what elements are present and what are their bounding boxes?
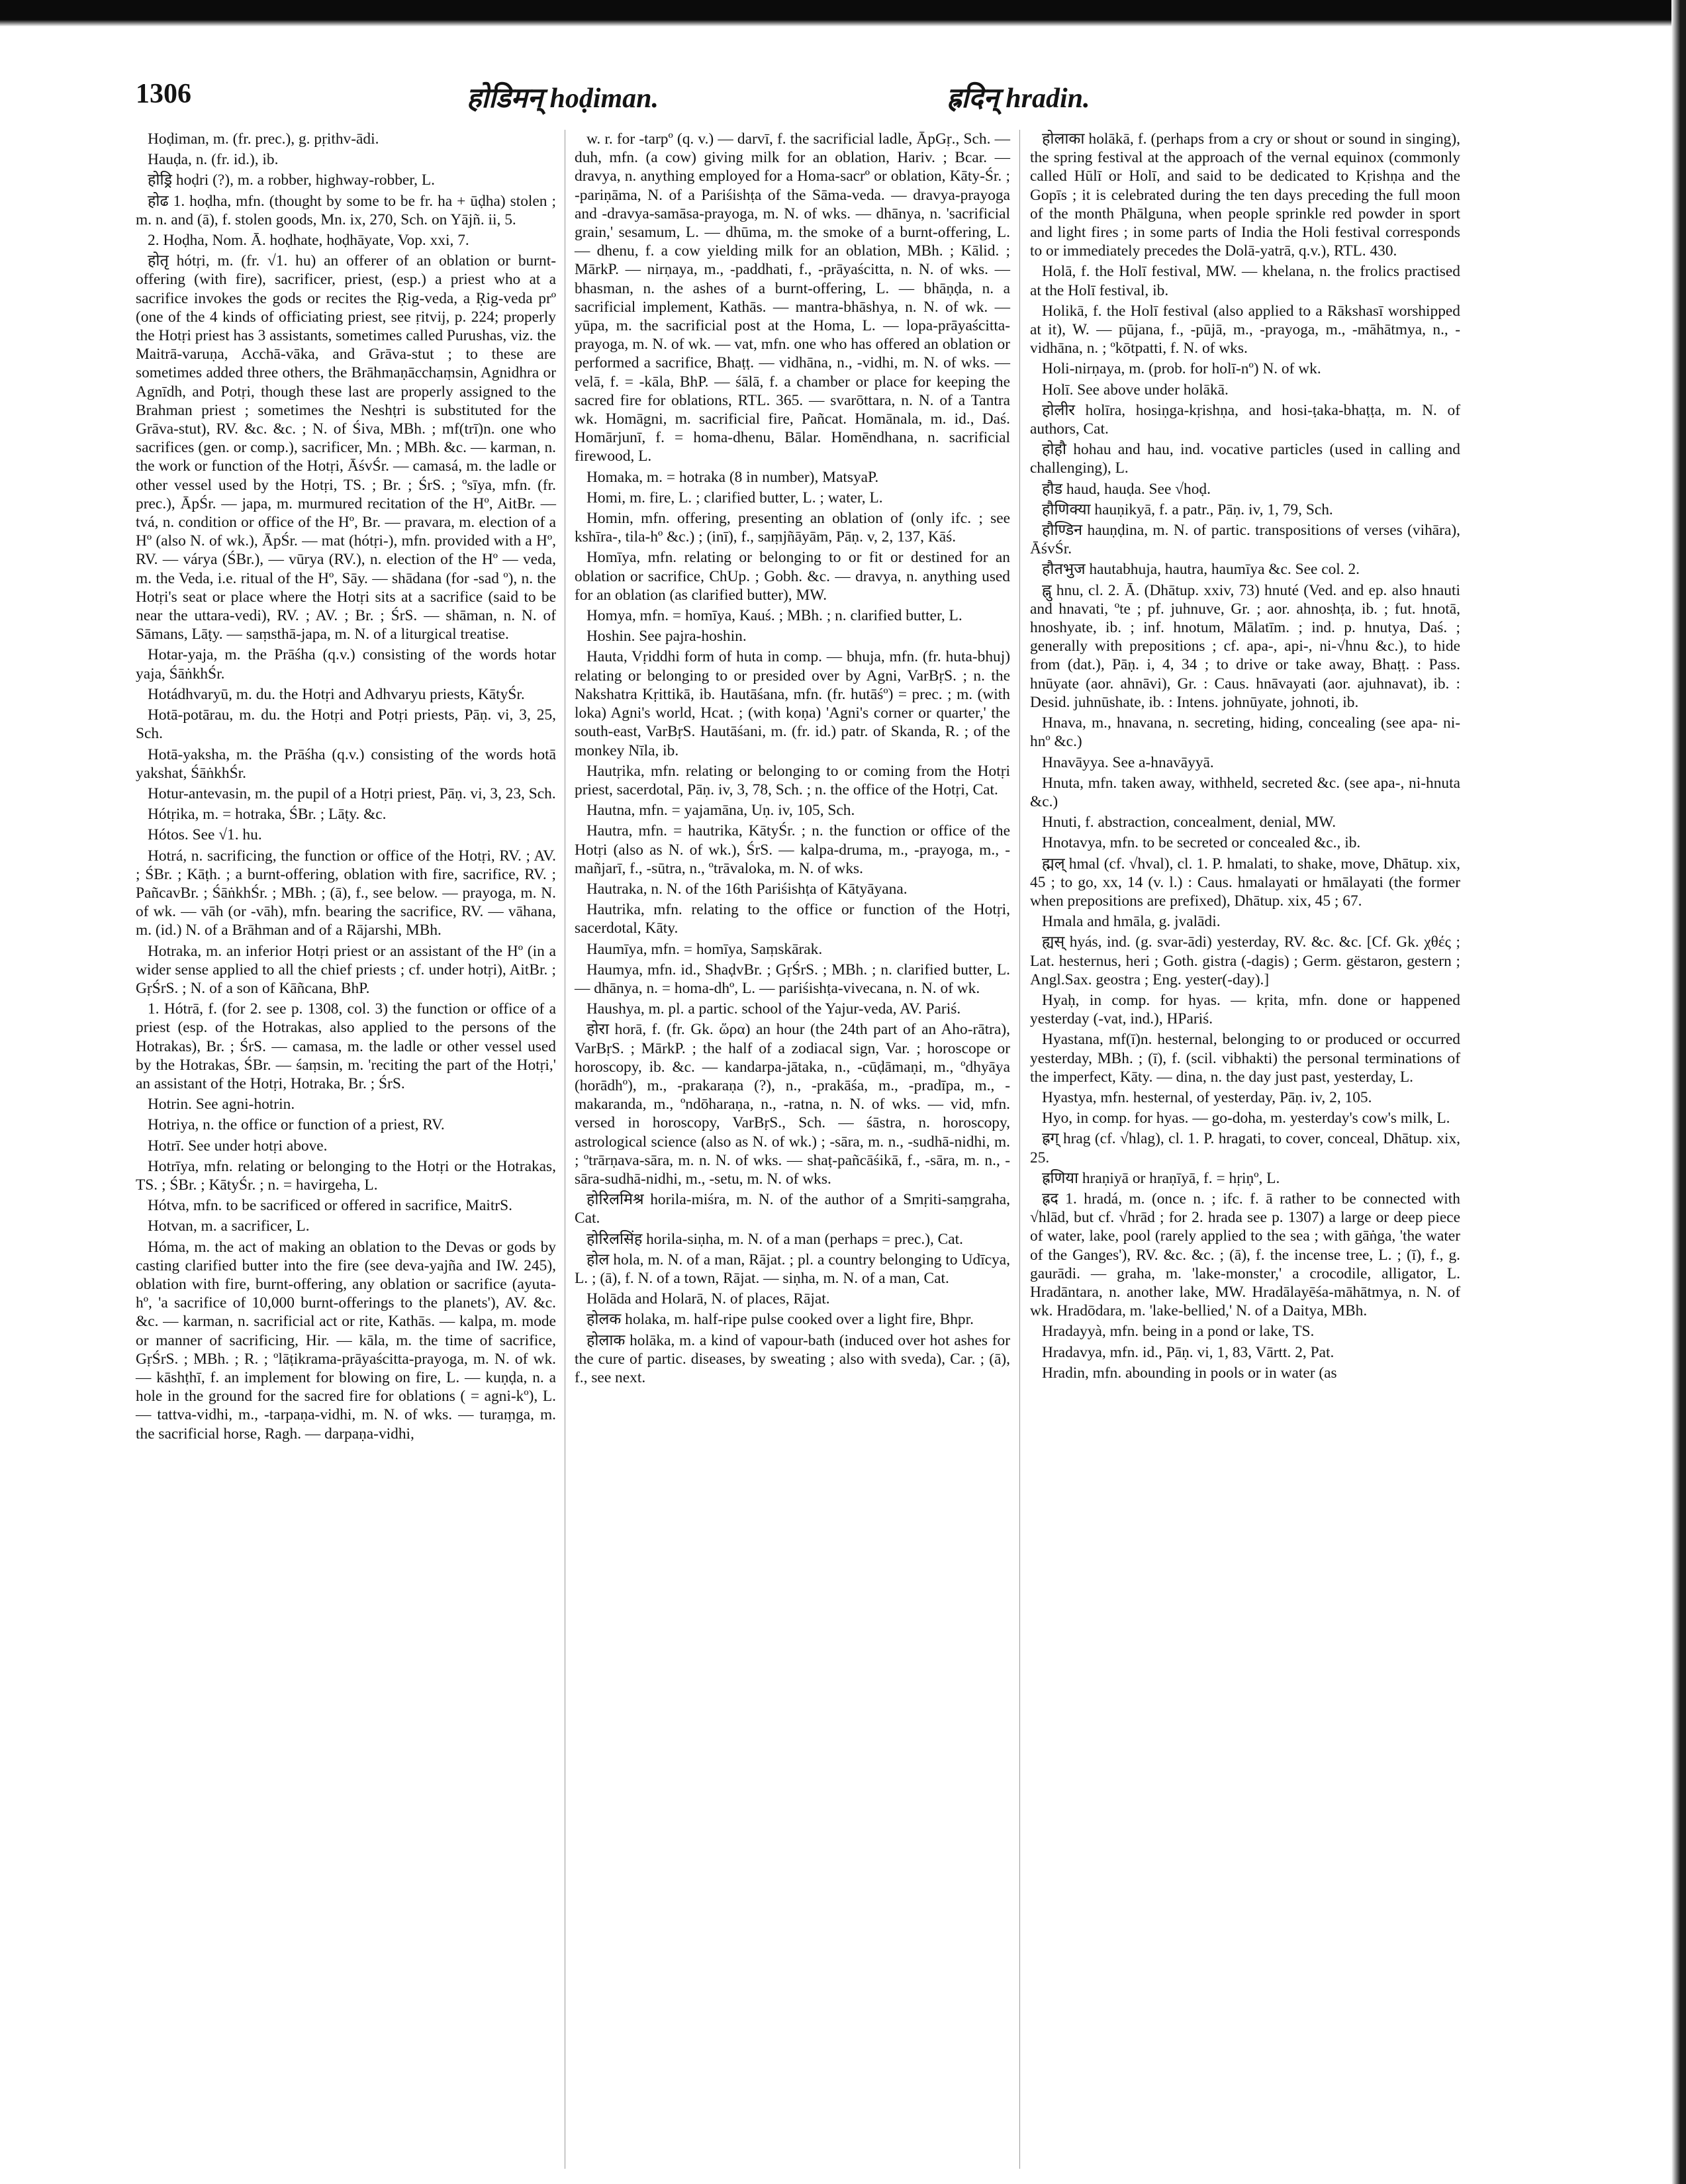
dictionary-entry: Homya, mfn. = homīya, Kauś. ; MBh. ; n. clarified butter, L. <box>586 607 962 625</box>
dictionary-entry: ह्नु hnu, cl. 2. Ā. (Dhātup. xxiv, 73) hnuté (Ved. and ep. also hnauti and hnavati, ºte ; pf. juhnuve, Gr. ; aor. ahnoshṭa, ib. ; fut. hnotā, hnoshyate, ib. ; inf. hnotum, Mālatīm. ; ind. p. hnutya, Daś. ; generally with prepositions ; cf. apa-, api-, ni-√hnu &c.), to hide from (dat.), Pāṇ. i, 4, 34 ; to drive or take away, Bhaṭṭ. : Pass. hnūyate (aor. ahnāvi), Gr. : Caus. hnāvayati (aor. ajuhnavat), ib. : Desid. juhnūshate, ib. : Intens. johnūyate, johnoti, ib. <box>1030 581 1460 711</box>
dictionary-entry: Hnuti, f. abstraction, concealment, denial, MW. <box>1042 814 1336 831</box>
dictionary-entry: Hnavāyya. See a-hnavāyyā. <box>1042 753 1214 771</box>
dictionary-entry: Holī. See above under holākā. <box>1042 381 1229 399</box>
dictionary-entry: Hyo, in comp. for hyas. — go-doha, m. yesterday's cow's milk, L. <box>1042 1110 1450 1127</box>
dictionary-entry: ह्रणिया hraṇiyā or hraṇīyā, f. = hṛiṇº, L. <box>1042 1169 1280 1187</box>
dictionary-entry: Hótṛika, m. = hotraka, ŚBr. ; Lāṭy. &c. <box>148 806 387 824</box>
dictionary-entry: Hyastana, mf(ī)n. hesternal, belonging to or produced or occurred yesterday, MBh. ; (ī), f. (scil. vibhakti) the personal terminations of the imperfect, Kāty. — dina, n. the day just past, yesterday, L. <box>1030 1031 1460 1086</box>
dictionary-entry: Hauta, Vṛiddhi form of huta in comp. — bhuja, mfn. (fr. huta-bhuj) relating or belonging to or presided over by Agni, VarBṛS. ; n. the Nakshatra Kṛittikā, ib. Hautāśana, mfn. (fr. hutāśº) = prec. ; m. (with loka) Agni's world, Hcat. ; (with koṇa) 'Agni's corner or quarter,' the south-east, VarBṛS. Hautāśani, m. (fr. id.) patr. of Skanda, R. ; of the monkey Nīla, ib. <box>575 648 1010 759</box>
dictionary-entry: ह्रग् hrag (cf. √hlag), cl. 1. P. hragati, to cover, conceal, Dhātup. xix, 25. <box>1030 1130 1460 1166</box>
dictionary-entry: Hóma, m. the act of making an oblation to the Devas or gods by casting clarified butter into the fire (see deva-yajña and IW. 245), oblation with fire, burnt-offering, any oblation or sacrifice (ayuta-hº, 'a sacrifice of 10,000 burnt-offerings to the planets'), AV. &c. &c. — karman, n. sacrificial act or rite, Kathās. — kalpa, m. mode or manner of sacrificing, Hir. — kāla, m. the time of sacrifice, GṛŚrS. ; MBh. ; R. ; ºlāṭikrama-prāyaścitta-prayoga, m. N. of wk. — kāshṭhī, f. an implement for blowing on fire, L. — kuṇḍa, n. a hole in the ground for the sacred fire for oblations ( = agni-kº), L. — tattva-vidhi, m., -tarpaṇa-vidhi, m. N. of wks. — turaṃga, m. the sacrificial horse, Ragh. — darpaṇa-vidhi, <box>136 1238 556 1443</box>
column-right <box>1030 130 1460 1384</box>
dictionary-entry: Holā, f. the Holī festival, MW. — khelana, n. the frolics practised at the Holī festival, ib. <box>1030 263 1460 299</box>
dictionary-entry: Hautna, mfn. = yajamāna, Uṇ. iv, 105, Sch. <box>586 802 855 820</box>
dictionary-entry: Hmala and hmāla, g. jvalādi. <box>1042 913 1221 931</box>
dictionary-entry: हौणिक्या hauṇikyā, f. a patr., Pāṇ. iv, 1, 79, Sch. <box>1042 500 1333 518</box>
dictionary-entry: Hótos. See √1. hu. <box>148 826 262 844</box>
column-left <box>136 130 556 1445</box>
dictionary-entry: Hautraka, n. N. of the 16th Pariśishṭa of Kātyāyana. <box>586 880 908 898</box>
dictionary-entry: Hotā-potārau, m. du. the Hotṛi and Potṛi priests, Pāṇ. vi, 3, 25, Sch. <box>136 706 556 743</box>
dictionary-entry: Hauḍa, n. (fr. id.), ib. <box>148 151 279 169</box>
dictionary-entry: Hnava, m., hnavana, n. secreting, hiding, concealing (see apa- ni-hnº &c.) <box>1030 714 1460 751</box>
dictionary-entry: होलाक holāka, m. a kind of vapour-bath (induced over hot ashes for the cure of partic. diseases, by sweating ; also with sveda), Car. ; (ā), f., see next. <box>575 1331 1010 1386</box>
dictionary-entry: w. r. for -tarpº (q. v.) — darvī, f. the sacrificial ladle, ĀpGṛ., Sch. — duh, mfn. (a cow) giving milk for an oblation, Hariv. ; Bcar. — dravya, n. anything employed for a Homa-sacrº or oblation, Kāty-Śr. ; -pariṇāma, N. of a Pariśishṭa of the Sāma-veda. — dravya-prayoga and -dravya-samāsa-prayoga, m. N. of wks. — dhānya, n. 'sacrificial grain,' sesamum, L. — dhūma, m. the smoke of a burnt-offering, L. — dhenu, f. a cow yielding milk for an oblation, MBh. ; Kālid. ; MārkP. — nirṇaya, m., -paddhati, f., -prāyaścitta, n. N. of wks. — bhasman, n. the ashes of a burnt-offering, L. — bhāṇḍa, n. a sacrificial implement, Kathās. — mantra-bhāshya, n. N. of wk. — yūpa, m. the sacrificial post at the Homa, L. — lopa-prāyaścitta-prayoga, m. N. of wk. — vat, mfn. one who has offered an oblation or performed a sacrifice, Bhaṭṭ. — vidhāna, n., -vidhi, m. N. of wks. — velā, f. = -kāla, BhP. — śālā, f. a chamber or place for keeping the sacred fire for oblations, RTL. 365. — svarōttara, n. N. of a Tantra wk. Homāgni, m. sacrificial fire, Pañcat. Homānala, m. id., Daś. Homārjunī, f. = homa-dhenu, Bālar. Homēndhana, n. sacrificial firewood, L. <box>575 130 1010 465</box>
dictionary-entry: होरिलसिंह horila-siṇha, m. N. of a man (perhaps = prec.), Cat. <box>586 1230 964 1248</box>
dictionary-entry: होल hola, m. N. of a man, Rājat. ; pl. a country belonging to Udīcya, L. ; (ā), f. N. of a town, Rājat. — siṇha, m. N. of a man, Cat. <box>575 1251 1010 1287</box>
dictionary-entry: Haumīya, mfn. = homīya, Saṃskārak. <box>586 940 823 958</box>
dictionary-entry: Hautrika, mfn. relating to the office or function of the Hotṛi, sacerdotal, Kāty. <box>575 901 1010 937</box>
dictionary-entry: 2. Hoḍha, Nom. Ā. hoḍhate, hoḍhāyate, Vop. xxi, 7. <box>148 232 469 250</box>
column-middle <box>575 130 1010 1389</box>
dictionary-entry: Holikā, f. the Holī festival (also applied to a Rākshasī worshipped at it), W. — pūjana, f., -pūjā, m., -prayoga, m., -māhātmya, n., -vidhāna, n. ; ºkōtpatti, f. N. of wks. <box>1030 302 1460 357</box>
dictionary-entry: होढ 1. hoḍha, mfn. (thought by some to be fr. ha + ūḍha) stolen ; m. n. and (ā), f. stolen goods, Mn. ix, 270, Sch. on Yājñ. ii, 5. <box>136 192 556 228</box>
dictionary-entry: हौड haud, hauḍa. See √hoḍ. <box>1042 480 1211 498</box>
dictionary-entry: Hotádhvaryū, m. du. the Hotṛi and Adhvaryu priests, KātyŚr. <box>148 685 525 703</box>
dictionary-entry: Hnuta, mfn. taken away, withheld, secreted &c. (see apa-, ni-hnuta &c.) <box>1030 774 1460 810</box>
dictionary-entry: Hyastya, mfn. hesternal, of yesterday, Pāṇ. iv, 2, 105. <box>1042 1088 1372 1106</box>
dictionary-entry: Hotraka, m. an inferior Hotṛi priest or an assistant of the Hº (in a wider sense applied to all the chief priests ; cf. under hotṛi), AitBr. ; GṛŚrS. ; N. of a son of Kāñcana, BhP. <box>136 942 556 997</box>
dictionary-entry: Hradavya, mfn. id., Pāṇ. vi, 1, 83, Vārtt. 2, Pat. <box>1042 1343 1335 1361</box>
dictionary-entry: होड्रि hoḍri (?), m. a robber, highway-robber, L. <box>148 171 435 189</box>
dictionary-entry: होलाका holākā, f. (perhaps from a cry or shout or sound in singing), the spring festival at the approach of the vernal equinox (commonly called Hūlī or Holī, and said to be dedicated to Kṛishṇa and the Gopīs ; it is celebrated during the ten days preceding the full moon of the month Phālguna, when people sprinkle red powder in sport and light fires ; in some parts of India the Holi festival corresponds to or immediately precedes the Dolā-yatrā, q.v.), RTL. 430. <box>1030 130 1460 260</box>
scan-border-top <box>0 0 1686 24</box>
dictionary-entry: Haumya, mfn. id., ShaḍvBr. ; GṛŚrS. ; MBh. ; n. clarified butter, L. — dhānya, n. = homa-dhº, L. — pariśishṭa-vivecana, n. N. of wk. <box>575 961 1010 997</box>
dictionary-entry: Hótva, mfn. to be sacrificed or offered in sacrifice, MaitrS. <box>148 1197 512 1215</box>
dictionary-entry: Hnotavya, mfn. to be secreted or concealed &c., ib. <box>1042 834 1361 852</box>
dictionary-entry: होरिलमिश्र horila-miśra, m. N. of the author of a Smṛiti-saṃgraha, Cat. <box>575 1191 1010 1227</box>
dictionary-entry: 1. Hótrā, f. (for 2. see p. 1308, col. 3) the function or office of a priest (esp. of the Hotrakas, also applied to the persons of the Hotrakas), Br. ; ŚrS. — camasa, m. the ladle or other vessel used by the Hotrakas, ŚBr. — śaṃsin, m. 'reciting the part of the Hotṛi,' an assistant of the Hotṛi, Hotraka, Br. ; ŚrS. <box>136 1000 556 1092</box>
dictionary-entry: Homīya, mfn. relating or belonging to or fit or destined for an oblation or sacrifice, ChUp. ; Gobh. &c. — dravya, n. anything used for an oblation (as clarified butter), MW. <box>575 549 1010 604</box>
dictionary-entry: Hoshin. See pajra-hoshin. <box>586 628 747 645</box>
dictionary-entry: Hradin, mfn. abounding in pools or in water (as <box>1042 1364 1337 1382</box>
dictionary-entry: Holāda and Holarā, N. of places, Rājat. <box>586 1290 830 1308</box>
dictionary-entry: Hotvan, m. a sacrificer, L. <box>148 1217 310 1235</box>
dictionary-entry: Homi, m. fire, L. ; clarified butter, L. ; water, L. <box>586 489 883 506</box>
dictionary-entry: हौतभुज hautabhuja, hautra, haumīya &c. See col. 2. <box>1042 561 1360 579</box>
dictionary-entry: ह्मल् hmal (cf. √hval), cl. 1. P. hmalati, to shake, move, Dhātup. xix, 45 ; to go, xx, 14 (v. l.) : Caus. hmalayati or hmālayati (the former when prepositions are prefixed), Dhātup. xix, 45 ; 67. <box>1030 855 1460 910</box>
dictionary-entry: Haushya, m. pl. a partic. school of the Yajur-veda, AV. Pariś. <box>586 1000 961 1018</box>
page-number: 1306 <box>136 79 191 109</box>
dictionary-entry: होलक holaka, m. half-ripe pulse cooked over a light fire, Bhpr. <box>586 1311 974 1329</box>
dictionary-entry: Hradayyà, mfn. being in a pond or lake, TS. <box>1042 1323 1315 1341</box>
dictionary-entry: होतृ hótṛi, m. (fr. √1. hu) an offerer of an oblation or burnt-offering (with fire), sacrificer, priest, (esp.) a priest who at a sacrifice invokes the gods or recites the Ṛig-veda, a Ṛig-veda prº (one of the 4 kinds of officiating priest, see ṛitvij, p. 224; properly the Hotṛi priest has 3 assistants, sometimes called Purushas, viz. the Maitrā-varuṇa, Acchā-vāka, and Grāva-stut ; to these are sometimes added three others, the Brāhmaṇācchaṃsin, Agnidhra or Agnīdh, and Potṛi, though these last are properly assigned to the Brahman priest ; sometimes the Neshṭri is substituted for the Grāva-stut), RV. &c. &c. ; N. of Śiva, MBh. ; mf(trī)n. one who sacrifices (gen. or comp.), sacrificer, Mn. ; MBh. &c. — karman, n. the work or function of the Hotṛi, ĀśvŚr. — camasá, m. the ladle or other vessel used by the Hotṛi, TS. ; Br. ; ŚrS. ; ºsīya, mfn. (fr. prec.), ĀpŚr. — japa, m. murmured recitation of the Hº, AitBr. — tvá, n. condition or office of the Hº, Br. — pravara, m. election of a Hº (also N. of wk.), ĀpŚr. — mat (hótṛi-), mfn. provided with a Hº, RV. — várya (ŚBr.), — vūrya (RV.), n. election of the Hº — veda, m. the Veda, i.e. ritual of the Hº, Sāy. — shādana (for -sad º), n. the Hotṛi's seat or place where the Hotṛi sits at a sacrifice (said to be near the uttara-vedi), RV. ; AV. ; Br. ; ŚrS. — shāman, n. N. of Sāmans, Lāṭy. — saṃsthā-japa, m. N. of a liturgical treatise. <box>136 252 556 643</box>
dictionary-entry: Hotrī. See under hotṛi above. <box>148 1137 328 1155</box>
dictionary-entry: Hoḍiman, m. (fr. prec.), g. pṛithv-ādi. <box>148 130 379 148</box>
dictionary-entry: Holi-nirṇaya, m. (prob. for holī-nº) N. of wk. <box>1042 360 1321 378</box>
dictionary-entry: होहौ hohau and hau, ind. vocative particles (used in calling and challenging), L. <box>1030 441 1460 477</box>
dictionary-entry: Hotā-yaksha, m. the Prāśha (q.v.) consisting of the words hotā yakshat, ŚāṅkhŚr. <box>136 745 556 782</box>
dictionary-entry: Hotar-yaja, m. the Prāśha (q.v.) consisting of the words hotar yaja, ŚāṅkhŚr. <box>136 646 556 683</box>
dictionary-entry: Hautṛika, mfn. relating or belonging to or coming from the Hotṛi priest, sacerdotal, Pāṇ. iv, 3, 78, Sch. ; n. the office of the Hotṛi, Cat. <box>575 762 1010 798</box>
dictionary-entry: ह्यस् hyás, ind. (g. svar-ādi) yesterday, RV. &c. &c. [Cf. Gk. χθές ; Lat. hesternus, heri ; Goth. gistra (-dagis) ; Germ. gëstaron, gestern ; Angl.Sax. geostra ; Eng. yester(-day).] <box>1030 933 1460 988</box>
dictionary-entry: Hotrīya, mfn. relating or belonging to the Hotṛi or the Hotrakas, TS. ; ŚBr. ; KātyŚr. ; n. = havirgeha, L. <box>136 1157 556 1194</box>
column-divider <box>1019 130 1020 2169</box>
dictionary-entry: होरा horā, f. (fr. Gk. ὥρα) an hour (the 24th part of an Aho-rātra), VarBṛS. ; MārkP. ; the half of a zodiacal sign, Var. ; horoscope or horoscopy, ib. &c. — kandarpa-jātaka, n., -cūḍāmaṇi, m., ºdhyāya (horādhº), m., -prakaraṇa (?), n., -prakāśa, m., -pradīpa, m., -makaranda, m., ºndōharaṇa, n., -ratna, n. N. of wks. — vid, mfn. versed in horoscopy, VarBṛS., Sch. — śāstra, n. horoscopy, astrological science (also as N. of wk.) ; -sāra, m. n., -sudhā-nidhi, m. ; ºtrārṇava-sāra, m. n. N. of wks. — shaṭ-pañcāśikā, f., -sāra, m. n., -sāra-sudhā-nidhi, m., -setu, m. N. of wks. <box>575 1021 1010 1188</box>
dictionary-entry: Hyaḥ, in comp. for hyas. — kṛita, mfn. done or happened yesterday (-vat, ind.), HPariś. <box>1030 991 1460 1028</box>
dictionary-entry: हौण्डिन hauṇḍina, m. N. of partic. transpositions of verses (vihāra), ĀśvŚr. <box>1030 522 1460 558</box>
dictionary-entry: Hotrá, n. sacrificing, the function or office of the Hotṛi, RV. ; AV. ; ŚBr. ; Kāṭh. ; a burnt-offering, oblation with fire, sacrifice, RV. ; PañcavBr. ; ŚāṅkhŚr. ; MBh. ; (ā), f., see below. — prayoga, m. N. of wk. — vāh (or -vāh), mfn. bearing the sacrifice, RV. — vāhana, m. (id.) N. of a Brāhman and of a Rājarshi, MBh. <box>136 847 556 939</box>
dictionary-entry: होलीर holīra, hosiṇga-kṛishṇa, and hosi-ṭaka-bhaṭṭa, m. N. of authors, Cat. <box>1030 401 1460 438</box>
scan-border-right <box>1671 0 1686 2184</box>
running-head-right: ह्रदिन् hradin. <box>947 83 1090 114</box>
page-header <box>136 78 1579 124</box>
running-head-left: होडिमन् hoḍiman. <box>467 83 659 114</box>
dictionary-entry: Hotrin. See agni-hotrin. <box>148 1096 295 1114</box>
dictionary-entry: ह्रद 1. hradá, m. (once n. ; ifc. f. ā rather to be connected with √hlād, but cf. √hrād ; for 2. hrada see p. 1307) a large or deep piece of water, lake, pool (rarely applied to the sea ; with gāṅga, 'the water of the Ganges'), RV. &c. &c. ; (ā), f. the incense tree, L. ; (ī), f., g. gaurādi. — graha, m. 'lake-monster,' a crocodile, alligator, L. Hradāntara, n. another lake, MW. Hradālayēśa-māhātmya, n. N. of wk. Hradōdara, m. 'lake-bellied,' N. of a Daitya, MBh. <box>1030 1190 1460 1320</box>
dictionary-entry: Homaka, m. = hotraka (8 in number), MatsyaP. <box>586 468 879 486</box>
dictionary-entry: Hautra, mfn. = hautrika, KātyŚr. ; n. the function or office of the Hotṛi (also as N. of wk.), ŚrS. — kalpa-druma, m., -prayoga, m., -mañjarī, f., -sūtra, n., ºtrāvaloka, m. N. of wks. <box>575 822 1010 877</box>
dictionary-entry: Homin, mfn. offering, presenting an oblation of (only ifc. ; see kshīra-, tila-hº &c.) ; (inī), f., saṃjñāyām, Pāṇ. v, 2, 137, Kāś. <box>575 510 1010 546</box>
dictionary-entry: Hotriya, n. the office or function of a priest, RV. <box>148 1116 445 1134</box>
dictionary-entry: Hotur-antevasin, m. the pupil of a Hotṛi priest, Pāṇ. vi, 3, 23, Sch. <box>148 784 556 802</box>
